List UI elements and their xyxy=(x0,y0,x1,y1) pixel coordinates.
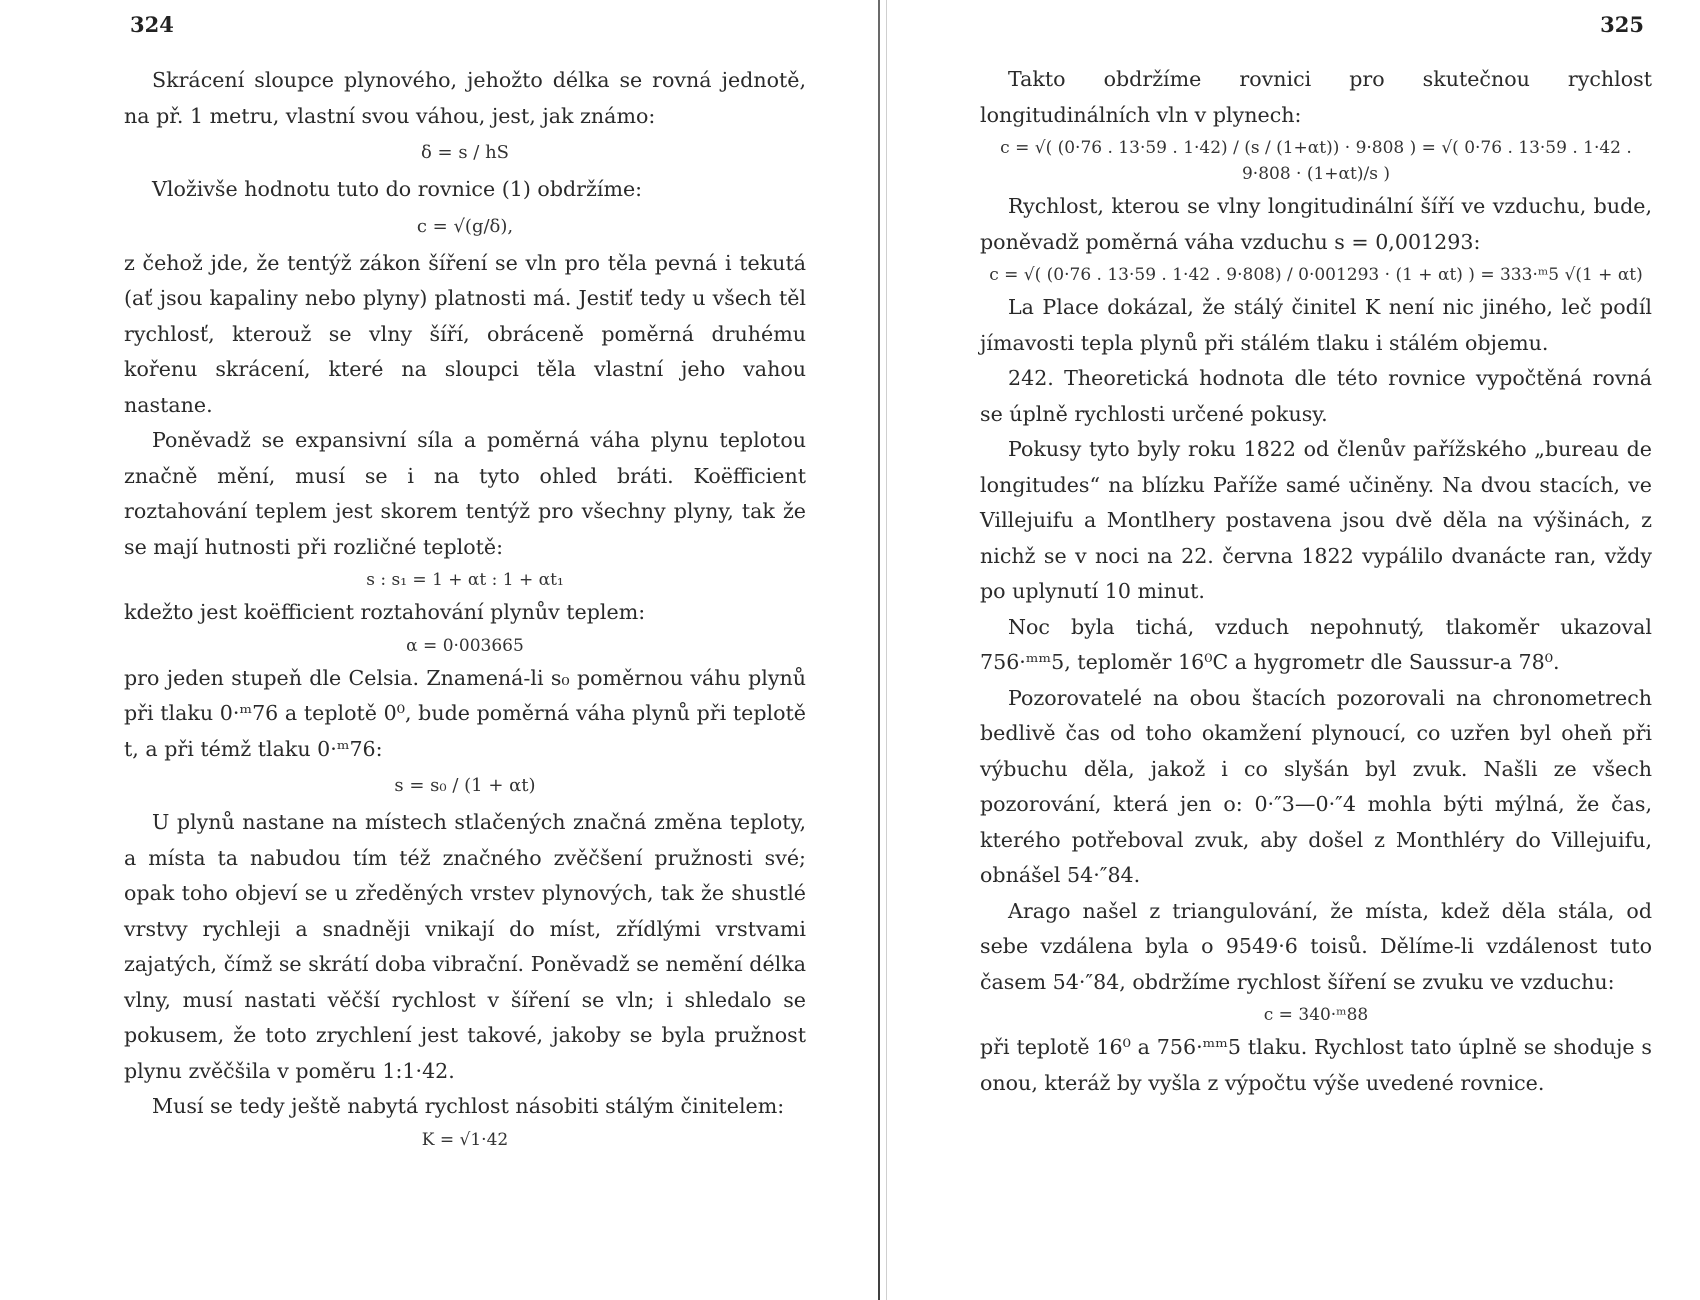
paragraph: La Place dokázal, že stálý činitel K není nic jiného, leč podíl jímavosti tepla plynů při stálém tlaku i stálém objemu. xyxy=(980,295,1652,355)
formula-c-air: c = √( (0·76 . 13·59 . 1·42 . 9·808) / 0·001293 · (1 + αt) ) = 333·ᵐ5 √(1 + αt) xyxy=(989,265,1643,285)
paragraph: Pokusy tyto byly roku 1822 od členův pařížského „bureau de longitudes“ na blízku Paříže samé učiněny. Na dvou stacích, ve Villejuifu a Montlhery postavena jsou dvě děla na výšinách, z nichž se v noci na 22. června 1822 vypálilo dvanácte ran, vždy po uplynutí 10 minut. xyxy=(980,437,1652,603)
paragraph: Skrácení sloupce plynového, jehožto délka se rovná jednotě, na př. 1 metru, vlastní svou váhou, jest, jak známo: xyxy=(124,68,806,128)
paragraph: Noc byla tichá, vzduch nepohnutý, tlakoměr ukazoval 756·ᵐᵐ5, teploměr 16⁰C a hygrometr dle Saussur-a 78⁰. xyxy=(980,614,1652,674)
paragraph: Pozorovatelé na obou štacích pozorovali na chronometrech bedlivě čas od toho okamžení plynoucí, co uzřen byl oheň při výbuchu děla, jakož i co slyšán byl zvuk. Našli ze všech pozorování, která jen o: 0·″3—0·″4 mohla býti mýlná, že čas, kterého potřeboval zvuk, aby došel z Monthléry do Villejuifu, obnášel 54·″84. xyxy=(980,685,1652,887)
paragraph: 242. Theoretická hodnota dle této rovnice vypočtěná rovná se úplně rychlosti určené pokusy. xyxy=(980,366,1652,426)
paragraph: Musí se tedy ještě nabytá rychlost násobiti stálým činitelem: xyxy=(152,1094,785,1118)
left-page-text xyxy=(124,63,806,1155)
paragraph: U plynů nastane na místech stlačených značná změna teploty, a místa ta nabudou tím též značného zvěčšení pružnosti své; opak toho objeví se u zředěných vrstev plynových, tak že shustlé vrstvy rychleji a snadněji vnikají do míst, zřídlými vrstvami zajatých, čímž se skrátí doba vibrační. Poněvadž se nemění délka vlny, musí nastati věčší rychlost v šíření se vln; i shledalo se pokusem, že toto zrychlení jest takové, jakoby se byla pružnost plynu zvěčšila v poměru 1:1·42. xyxy=(124,810,806,1083)
paragraph: Arago našel z triangulování, že místa, kdež děla stála, od sebe vzdálena byla o 9549·6 toisů. Dělíme-li vzdálenost tuto časem 54·″84, obdržíme rychlost šíření se zvuku ve vzduchu: xyxy=(980,898,1652,994)
formula-c-sqrt: c = √(g/δ), xyxy=(416,215,514,237)
paragraph: pro jeden stupeň dle Celsia. Znamená-li s₀ poměrnou váhu plynů při tlaku 0·ᵐ76 a teplotě 0⁰, bude poměrná váha plynů při teplotě t, a při témž tlaku 0·ᵐ76: xyxy=(124,665,806,761)
formula-s: s = s₀ / (1 + αt) xyxy=(394,775,536,796)
formula-K: K = √1·42 xyxy=(421,1129,509,1150)
page-number: 325 xyxy=(1600,12,1644,37)
formula-alpha: α = 0·003665 xyxy=(406,635,524,656)
formula-density-ratio: s : s₁ = 1 + αt : 1 + αt₁ xyxy=(366,570,564,590)
formula-delta: δ = s / hS xyxy=(420,142,510,163)
paragraph: Takto obdržíme rovnici pro skutečnou rychlost longitudinálních vln v plynech: xyxy=(980,67,1652,127)
paragraph: Rychlost, kterou se vlny longitudinální šíří ve vzduchu, bude, poněvadž poměrná váha vzduchu s = 0,001293: xyxy=(980,194,1652,254)
right-page xyxy=(880,0,1700,1300)
paragraph: Poněvadž se expansivní síla a poměrná váha plynu teplotou značně mění, musí se i na tyto ohled bráti. Koëfficient roztahování teplem jest skorem tentýž pro všechny plyny, tak že se mají hutnosti při rozličné teplotě: xyxy=(124,428,806,559)
right-page-text xyxy=(980,62,1652,1101)
paragraph: při teplotě 16⁰ a 756·ᵐᵐ5 tlaku. Rychlost tato úplně se shoduje s onou, kteráž by vyšla z výpočtu výše uvedené rovnice. xyxy=(980,1035,1652,1095)
formula-c-value: c = 340·ᵐ88 xyxy=(1263,1005,1369,1025)
paragraph: Vloživše hodnotu tuto do rovnice (1) obdržíme: xyxy=(152,177,643,201)
page-number: 324 xyxy=(130,12,174,37)
paragraph: kdežto jest koëfficient roztahování plynův teplem: xyxy=(124,600,646,624)
paragraph: z čehož jde, že tentýž zákon šíření se vln pro těla pevná i tekutá (ať jsou kapaliny nebo plyny) platnosti má. Jestiť tedy u všech těl rychlosť, kterouž se vlny šíří, obráceně poměrná druhému kořenu skrácení, které na sloupci těla vlastní jeho vahou nastane. xyxy=(124,250,806,417)
formula-c-full: c = √( (0·76 . 13·59 . 1·42) / (s / (1+αt)) · 9·808 ) = √( 0·76 . 13·59 . 1·42 . 9·808 · (1+αt)/s ) xyxy=(1000,138,1632,184)
